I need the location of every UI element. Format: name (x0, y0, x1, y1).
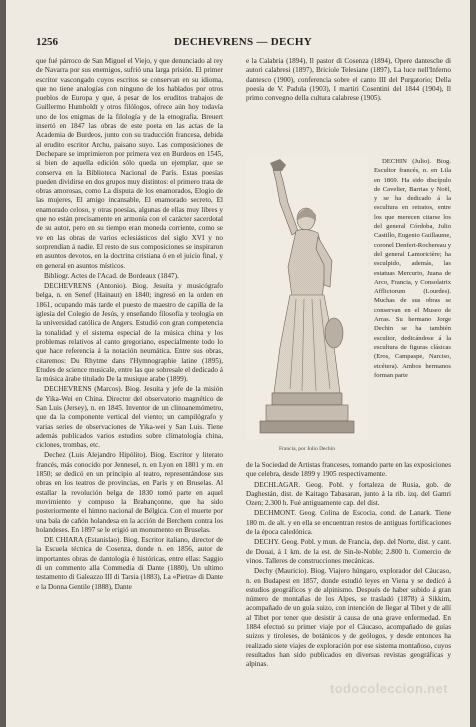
entry-dechmont: DECHMONT. Geog. Colina de Escocia, cond. de Lanark. Tiene 180 m. de alt. y en ella se encuentran restos de antiguas fortificaciones de la época caledónica. (246, 509, 451, 537)
encyclopedia-page (6, 0, 470, 727)
entry-dechin-julio: DECHIN (Julio). Biog. Escultor francés, n. en Lila en 1869. Ha sido discípulo de Cavelier, Barrias y Noël, y se ha dedicado á la escultura en retratos, entre los que merecen citarse los del general Córdoba, Julio Castillo, Eugenio Guillaume, coronel Denfert-Rochereau y del general Lamoricière; ha esculpido, además, las estatuas Mercurio, Juana de Arco, Francia, y Consolatrix Afflictorum (Lourdes). Muchas de sus obras se conservan en el Museo de Arras. Su hermano Jorge Dechin se ha también escultor, dedicándose á la escultura de figuras clásicas (Eros, Campaspe, Narciso, etcétera). Ambos hermanos forman parte (374, 158, 451, 379)
entry-dechepare-continued: que fué párroco de San Miguel el Viejo, y que denunciado al rey de Navarra por sus enemigos, sufrió una larga prisión. El primer escritor vascongado cuyos escritos se conservan en su idioma, que no tiene analogías con ninguno de los hablados por otros pueblos de Europa y que, á pesar de los eruditos trabajos de Guillermo Humboldt y otros filólogos, ofrece aún hoy todavía uno de los enigmas de la filología y de la etnografía. Breuert insertó en 1847 las obras de este poeta en las actas de la Academia de Burdeos, junto con su traducción francesa, debida al erudito escritor Archu, paisano suyo. Las composiciones de Dechepare se imprimieron por primera vez en Burdeos en 1545, si bien de aquella edición sólo queda un ejemplar, que se conserva en la Biblioteca Nacional de París. Estas poesías pueden dividirse en dos grupos muy distintos: el primero trata de obras amorosas, como La disputa de los enamorados, Elogio de las mujeres, El amigo incansable, El enamorado secreto, El enamorado celoso, y otras poesías, algunas de ellas muy libres y que no están precisamente en armonía con el carácter sacerdotal de su autor, pero en su tiempo eran moneda corriente, como se ve en las obras de varios eclesiásticos del siglo XVI y no sorprendían á nadie. El resto de sus composiciones se inspiraron en asuntos devotos, en la doctrina cristiana ó en el juicio final, y en general en asuntos místicos. (36, 57, 223, 270)
entry-dechy-geog: DECHY. Geog. Pobl. y mun. de Francia, dep. del Norte, dist. y cant. de Douai, á 1 km. de la est. de Sin-le-Noble; 2.800 h. Comercio de vinos. Talleres de construcciones mecánicas. (246, 538, 451, 565)
page-number: 1256 (36, 36, 58, 48)
watermark (6, 674, 470, 702)
right-column-bottom-text (246, 461, 451, 671)
figure-caption: Francia, por Julio Dechin (279, 446, 335, 452)
entry-de-chiara: DE CHIARA (Estanislao). Biog. Escritor italiano, director de la Escuela técnica de Cosenza, donde n. en 1856, autor de importantes obras de dantología é históricas, entre ellas: Saggio di un commento alla Commedia di Dante (1880), Un ultimo testamento di Galeazzo III di Tarsia (1883), La «Pietra» di Dante e la Donna Gentile (1888), Dante (36, 536, 223, 591)
right-column-side-text (374, 157, 451, 381)
entry-dechevrens-antonio: DECHEVRENS (Antonio). Biog. Jesuíta y musicógrafo belga, n. en Senef (Hainaut) en 1840; ingresó en la orden en 1861, ocupando más tarde el puesto de maestro de capilla de la iglesia del Colegio de Jesús, y enseñando filosofía y teología en la universidad católica de Angers. Estudió con gran competencia la tonalidad y el sistema especial de la música china y los problemas relativos al canto gregoriano, especialmente todo lo que hace referencia á la notación neumática. Entre sus obras, citaremos: Du Rhytme dans l'Hymnographie latine (1895), Etudes de science musicale, entre las que sobresale el dedicado á la música árabe titulado De la musique arabe (1899). (36, 282, 223, 384)
entry-dechlagar: DECHLAGAR. Geog. Pobl. y fortaleza de Rusia, gob. de Daghestán, dist. de Kaitago Tabasaran, junto á la rib. izq. del Gamri Ozen; 2.300 h. Fué antiguamente cap. del dist. (246, 480, 451, 508)
entry-dechevrens-marcos: DECHEVRENS (Marcos). Biog. Jesuíta y jefe de la misión de Yika-Wei en China. Director del observatorio magnético de San Luis (Jersey), n. en 1845. Inventor de un clinoanemómetro, que da la componente vertical del viento; un campilógrafo y varias series de observaciones de Yika-wei y San Luis. Tiene además publicados varios estudios sobre climatología china, ciclones, trombas, etc. (36, 385, 223, 450)
statue-engraving-image (246, 157, 368, 439)
right-column-top-text (246, 57, 451, 104)
right-column (246, 57, 451, 669)
page-header (36, 36, 450, 50)
entry-dechy-mauricio: Dechy (Mauricio). Biog. Viajero húngaro, explorador del Cáucaso, n. en Budapest en 1857, donde estudió leyes en Viena y se dedicó á estudios geográficos y de alpinismo. Después de haber subido á gran número de montañas de los Alpes, se trasladó (1878) á Sikkim, acompañado de un guía suizo, con intención de llegar al Tibet y de allí al Tibet por tener que desistir á causa de una grave enfermedad. En 1884 efectuó su primer viaje por el Cáucaso, acompañado de guías suizos y tiroleses, de botánicos y de geólogos, y desde entonces ha realizado siete viajes de exploración por ese sistema montañoso, cuyos resultados han sido publicados en diversas revistas geográficas y alpinas. (246, 567, 451, 669)
left-column (36, 57, 223, 657)
page-running-title: DECHEVRENS — DECHY (173, 36, 313, 48)
watermark-text: todocoleccion.net (329, 680, 448, 696)
entry-dechez-luis: Dechez (Luis Alejandro Hipólito). Biog. Escritor y literato francés, más conocido por Jennesel, n. en Lyon en 1801 y m. en 1850; se dedicó en un principio al teatro, representándose sus obras en los teatros de provincias, en París y en Bruselas. Al estallar la revolución belga de 1830 tomó parte en aquel movimiento y compuso la Brabançonne, que ha sido posteriormente el himno nacional de Bélgica. Con el muerte por una bala de cañón holandesa en la acción de Berchem contra los holandeses. En 1897 se le erigió un monumento en Bruselas. (36, 451, 223, 534)
entry-dechepare-bibliography: Bibliogr. Actes de l'Acad. de Bordeaux (1847). (44, 271, 179, 280)
entry-dechin-continued: de la Sociedad de Artistas franceses, tomando parte en las exposiciones que celebra, desde 1899 y 1905 respectivamente. (246, 461, 451, 479)
entry-de-chiara-continued: e la Calabria (1894), Il pastor di Cosenza (1894), Opere dantesche di autori calabresi (1897), Briciole Telesiane (1897), La luce nell'Inferno dantesco (1900), conferencia sobre el canto III del Purgatorio; Della poesía de V. Padula (1903), I martiri Cosentini del 1844 (1904), Il primo convegno della cultura calabrese (1905). (246, 57, 451, 103)
figure-statue (246, 157, 368, 457)
